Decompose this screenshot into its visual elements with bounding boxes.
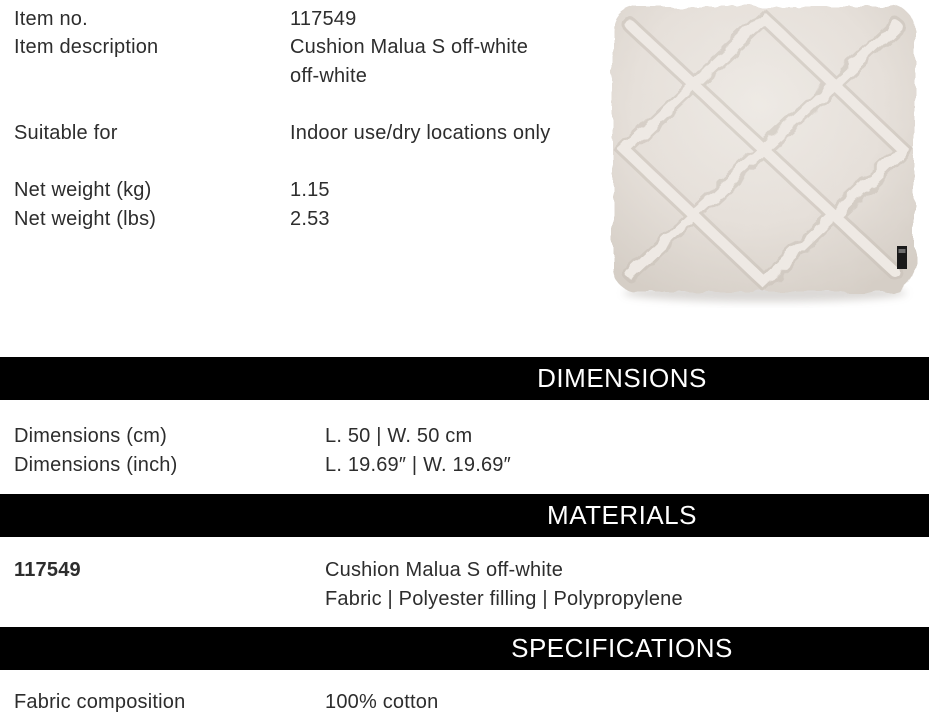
info-row-item-no (14, 5, 356, 34)
cushion-illustration (597, 0, 929, 308)
info-row-suitable-for (14, 119, 550, 148)
info-value-line: Cushion Malua S off-white (290, 36, 529, 58)
info-value: 1.15 (290, 179, 330, 201)
brand-tag-detail (899, 249, 906, 253)
info-value-line: off-white (290, 65, 368, 87)
info-row-net-weight-lbs (14, 205, 330, 234)
info-label: Suitable for (14, 122, 118, 144)
section-title: DIMENSIONS (537, 363, 707, 393)
dimensions-row-inch (14, 451, 511, 480)
info-value: 100% cotton (325, 691, 439, 712)
info-value: L. 50 | W. 50 cm (325, 425, 473, 447)
section-title: SPECIFICATIONS (511, 633, 733, 663)
section-bar-materials (0, 494, 929, 537)
info-row-item-description (14, 33, 528, 91)
info-value: 2.53 (290, 208, 330, 230)
info-label: Fabric composition (14, 691, 186, 712)
info-label: Item no. (14, 8, 88, 30)
info-value: L. 19.69″ | W. 19.69″ (325, 454, 511, 476)
info-label: Item description (14, 36, 159, 58)
product-image (597, 0, 929, 308)
info-value: Indoor use/dry locations only (290, 122, 551, 144)
info-label: Net weight (lbs) (14, 208, 157, 230)
info-label: Dimensions (cm) (14, 425, 168, 447)
info-value: 117549 (290, 8, 357, 30)
info-row-net-weight-kg (14, 176, 330, 205)
info-value (325, 556, 683, 614)
info-value-line: Fabric | Polyester filling | Polypropylene (325, 588, 683, 610)
info-value (290, 33, 528, 91)
info-label: Net weight (kg) (14, 179, 152, 201)
info-label: 117549 (14, 559, 81, 581)
materials-row (14, 556, 683, 614)
specifications-row (14, 688, 438, 712)
section-bar-dimensions (0, 357, 929, 400)
dimensions-row-cm (14, 422, 472, 451)
section-title: MATERIALS (547, 500, 697, 530)
info-label: Dimensions (inch) (14, 454, 178, 476)
info-value-line: Cushion Malua S off-white (325, 559, 564, 581)
section-bar-specifications (0, 627, 929, 670)
